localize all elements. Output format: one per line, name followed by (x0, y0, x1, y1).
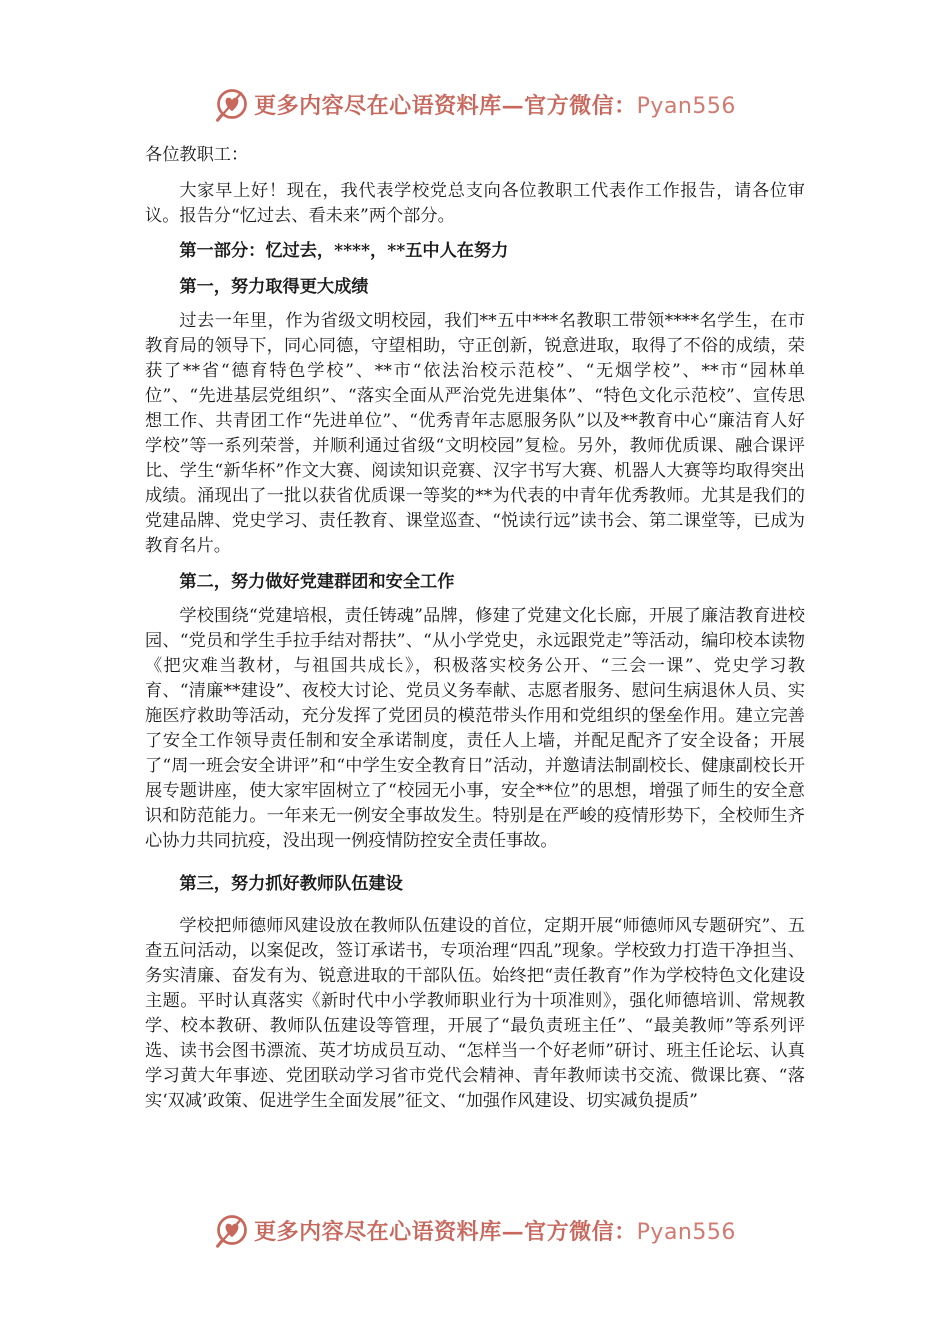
document-body (145, 140, 805, 1114)
salutation: 各位教职工： (145, 145, 249, 165)
watermark-wechat-id: Pyan556 (636, 1219, 736, 1245)
section1-heading: 第一，努力取得更大成绩 (179, 277, 369, 297)
section2-paragraph: 学校围绕“党建培根，责任铸魂”品牌，修建了党建文化长廊，开展了廉洁教育进校园、“党员和学生手拉手结对帮扶”、“从小学党史，永远跟党走”等活动，编印校本读物《把灾难当教材，与祖国共成长》，积极落实校务公开、“三会一课”、党史学习教育、“清廉**建设”、夜校大讨论、党员义务奉献、志愿者服务、慰问生病退休人员、实施医疗救助等活动，充分发挥了党团员的模范带头作用和党组织的堡垒作用。建立完善了安全工作领导责任制和安全承诺制度，责任人上墙，并配足配齐了安全设备；开展了“周一班会安全讲评”和“中学生安全教育日”活动，并邀请法制副校长、健康副校长开展专题讲座，使大家牢固树立了“校园无小事，安全**位”的思想，增强了师生的安全意识和防范能力。一年来无一例安全事故发生。特别是在严峻的疫情形势下，全校师生齐心协力共同抗疫，没出现一例疫情防控安全责任事故。 (145, 606, 805, 851)
watermark-text (254, 1215, 736, 1246)
heart-pen-logo-icon (214, 86, 250, 122)
watermark-wechat-id: Pyan556 (636, 93, 736, 119)
watermark-footer (0, 1208, 950, 1252)
intro-paragraph: 大家早上好！现在，我代表学校党总支向各位教职工代表作工作报告，请各位审议。报告分“忆过去、看未来”两个部分。 (145, 181, 805, 226)
watermark-label: 更多内容尽在心语资料库—官方微信： (254, 92, 637, 119)
section3-paragraph: 学校把师德师风建设放在教师队伍建设的首位，定期开展“师德师风专题研究”、五查五问活动，以案促改，签订承诺书，专项治理“四乱”现象。学校致力打造干净担当、务实清廉、奋发有为、锐意进取的干部队伍。始终把“责任教育”作为学校特色文化建设主题。平时认真落实《新时代中小学教师职业行为十项准则》，强化师德培训、常规教学、校本教研、教师队伍建设等管理，开展了“最负责班主任”、“最美教师”等系列评选、读书会图书漂流、英才坊成员互动、“怎样当一个好老师”研讨、班主任论坛、认真学习黄大年事迹、党团联动学习省市党代会精神、青年教师读书交流、微课比赛、“落实‘双减’政策、促进学生全面发展”征文、“加强作风建设、切实减负提质” (145, 916, 805, 1111)
watermark-text (254, 89, 736, 120)
part1-heading: 第一部分：忆过去，****，**五中人在努力 (179, 241, 509, 261)
watermark-header (0, 82, 950, 126)
section1-paragraph: 过去一年里，作为省级文明校园，我们**五中***名教职工带领****名学生，在市教育局的领导下，同心同德，守望相助，守正创新，锐意进取，取得了不俗的成绩，荣获了**省“德育特色学校”、**市“依法治校示范校”、“无烟学校”、**市“园林单位”、“先进基层党组织”、“落实全面从严治党先进集体”、“特色文化示范校”、宣传思想工作、共青团工作“先进单位”、“优秀青年志愿服务队”以及**教育中心“廉洁育人好学校”等一系列荣誉，并顺利通过省级“文明校园”复检。另外，教师优质课、融合课评比、学生“新华杯”作文大赛、阅读知识竞赛、汉字书写大赛、机器人大赛等均取得突出成绩。涌现出了一批以获省优质课一等奖的**为代表的中青年优秀教师。尤其是我们的党建品牌、党史学习、责任教育、课堂巡查、“悦读行远”读书会、第二课堂等，已成为教育名片。 (145, 311, 805, 556)
section3-heading: 第三，努力抓好教师队伍建设 (179, 874, 403, 894)
watermark-label: 更多内容尽在心语资料库—官方微信： (254, 1218, 637, 1245)
section2-heading: 第二，努力做好党建群团和安全工作 (179, 572, 455, 592)
heart-pen-logo-icon (214, 1212, 250, 1248)
